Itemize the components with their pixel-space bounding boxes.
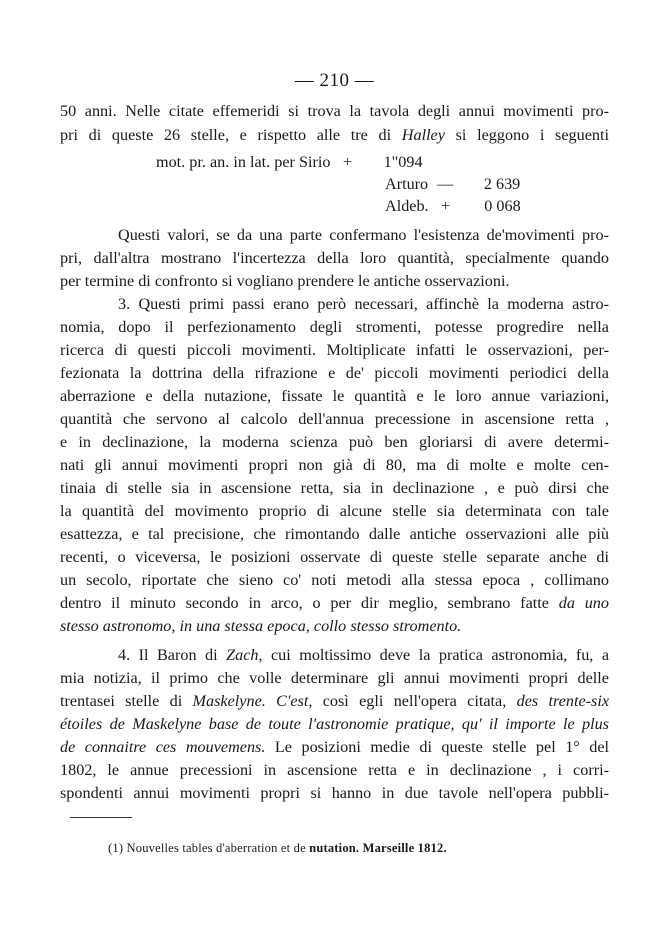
text-line: mia notizia, il primo che volle determinare gli annui movimenti propri delle bbox=[60, 669, 609, 687]
text-span: si leggono i seguenti bbox=[455, 126, 610, 144]
text-line: un secolo, riportate che sieno co' noti metodi alla stessa epoca , collimano bbox=[60, 571, 609, 589]
text-span: pri di queste 26 stelle, e rispetto alle tre di bbox=[60, 126, 392, 144]
footnote-text: Nouvelles tables d'aberration et de bbox=[126, 841, 306, 855]
star-name: Sirio bbox=[298, 153, 331, 171]
footnote-text-bold: nutation. Marseille 1812. bbox=[309, 841, 447, 855]
value: 0 068 bbox=[484, 197, 521, 215]
text-span: 4. Il Baron di bbox=[118, 646, 218, 664]
text-line: quantità che servono al calcolo dell'annua precessione in ascensione retta , bbox=[60, 410, 609, 428]
text-line: ricerca di questi piccoli movimenti. Moltiplicate infatti le osservazioni, per- bbox=[60, 341, 609, 359]
text-line: Questi valori, se da una parte confermano l'esistenza de'movimenti pro- bbox=[118, 226, 609, 244]
italic-span: Maskelyne. C'est, bbox=[192, 692, 313, 710]
text-line: 3. Questi primi passi erano però necessari, affinchè la moderna astro- bbox=[118, 295, 609, 313]
text-line: stesso astronomo, in una stessa epoca, collo stesso stromento. bbox=[60, 617, 462, 635]
sign: — bbox=[437, 175, 454, 193]
text-line bbox=[60, 125, 609, 145]
star-name: Arturo bbox=[385, 175, 429, 193]
italic-span: de connaitre ces mouvemens. bbox=[60, 738, 266, 756]
text-line: aberrazione e della nutazione, fissate le quantità e le loro annue variazioni, bbox=[60, 387, 609, 405]
text-line: la quantità del movimento proprio di alcune stelle sia determinata con tale bbox=[60, 502, 609, 520]
text-line bbox=[60, 691, 609, 711]
text-line: 50 anni. Nelle citate effemeridi si trova la tavola degli annui movimenti pro- bbox=[60, 102, 609, 120]
name-halley: Halley bbox=[401, 126, 445, 144]
text-line: e in declinazione, la moderna scienza può ben gloriarsi di avere determi- bbox=[60, 433, 609, 451]
proper-motion-row-aldebaran bbox=[385, 196, 521, 216]
italic-span: da uno bbox=[558, 594, 609, 612]
text-span: Le posizioni medie di queste stelle pel 1° del bbox=[274, 738, 610, 756]
text-span: trentasei stelle di bbox=[60, 692, 183, 710]
text-line: nati gli annui movimenti propri non già di 80, ma di molte e molte cen- bbox=[60, 456, 609, 474]
text-line: per termine di confronto si vogliano prendere le antiche osservazioni. bbox=[60, 272, 510, 290]
proper-motion-row-arturo bbox=[385, 174, 520, 194]
text-line bbox=[60, 737, 609, 757]
table-prefix: mot. pr. an. in lat. per bbox=[156, 153, 295, 171]
text-line bbox=[60, 645, 609, 665]
value: 2 639 bbox=[483, 175, 521, 193]
proper-motion-row-sirio bbox=[156, 152, 423, 172]
footnote-rule bbox=[70, 817, 132, 818]
footnote bbox=[108, 840, 447, 856]
text-line bbox=[60, 593, 609, 613]
text-line: 1802, le annue precessioni in ascensione retta e in declinazione , i corri- bbox=[60, 761, 609, 779]
sign: + bbox=[441, 197, 451, 215]
name-zach: Zach bbox=[226, 646, 259, 664]
text-line: recenti, o viceversa, le posizioni osservate di queste stelle separate anche di bbox=[60, 548, 609, 566]
page-number: — 210 — bbox=[294, 70, 375, 91]
text-span: dentro il minuto secondo in arco, o per dir meglio, sembrano fatte bbox=[60, 594, 549, 612]
text-line: étoiles de Maskelyne base de toute l'astronomie pratique, qu' il importe le plus bbox=[60, 715, 609, 733]
text-span: così egli nell'opera citata, bbox=[322, 692, 507, 710]
text-line: spondenti annui movimenti propri si hanno in due tavole nell'opera pubbli- bbox=[60, 784, 609, 802]
text-line: pri, dall'altra mostrano l'incertezza della loro quantità, specialmente quando bbox=[60, 249, 609, 267]
italic-span: des trente-six bbox=[516, 692, 610, 710]
text-line: fezionata la dottrina della rifrazione e de' piccoli movimenti periodici della bbox=[60, 364, 609, 382]
text-line: tinaia di stelle sia in ascensione retta, sia in declinazione , e può dirsi che bbox=[60, 479, 609, 497]
star-name: Aldeb. bbox=[385, 197, 429, 215]
text-line: nomia, dopo il perfezionamento degli stromenti, potesse progredire nella bbox=[60, 318, 609, 336]
sign: + bbox=[342, 153, 353, 171]
footnote-marker: (1) bbox=[108, 841, 124, 855]
text-span: , cui moltissimo deve la pratica astronomia, fu, a bbox=[258, 646, 610, 664]
text-line: esattezza, e tal precisione, che rimontando dalle antiche osservazioni alle più bbox=[60, 525, 609, 543]
value: 1"094 bbox=[383, 153, 423, 171]
